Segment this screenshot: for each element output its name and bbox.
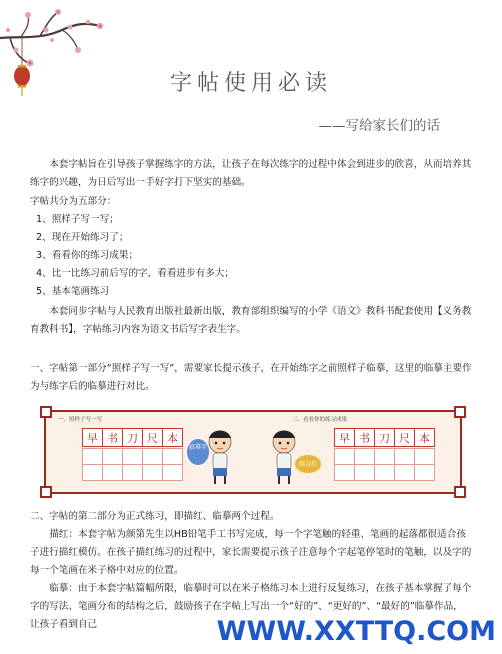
tracing-paragraph: 描红：本套字帖为颜第先生以HB铅笔手工书写完成，每一个字笔触的轻重、笔画的起落都很适合孩子进行描红模仿。在孩子描红练习的过程中，家长需要提示孩子注意每个字起笔停笔时的笔触，以及字的每一个笔画在米子格中对应的位置。 (30, 529, 472, 576)
character-cell: 书 (354, 428, 375, 447)
panel-corner (40, 406, 52, 418)
list-item: 3、看看你的练习成果； (36, 250, 139, 261)
left-tag: 一、照样子写一写 (58, 417, 103, 423)
watermark-logo: WWW.XXTTQ.COM (216, 616, 496, 647)
list-item: 5、基本笔画练习 (36, 286, 110, 297)
character-cell: 早 (82, 428, 103, 447)
right-tag: 三、看看你的练习成果 (292, 417, 348, 423)
parts-heading: 字帖共分为五部分： (30, 196, 117, 207)
right-guide-row (334, 464, 434, 481)
right-guide-row (334, 448, 434, 465)
right-bubble-text: 练习后 (298, 461, 318, 468)
parts-list (36, 211, 234, 301)
list-item: 2、现在开始练习了； (36, 232, 129, 243)
character-cell: 书 (102, 428, 123, 447)
character-cell: 刀 (122, 428, 143, 447)
panel-corner (454, 486, 466, 498)
left-guide-row (82, 448, 182, 465)
panel-corner (40, 486, 52, 498)
section-two-text: 二、字帖的第二部分为正式练习，即描红、临摹两个过程。 (30, 511, 280, 522)
character-cell: 尺 (142, 428, 163, 447)
sync-note-paragraph: 本套同步字帖与人民教育出版社最新出版，教育部组织编写的小学《语文》教科书配套使用【义务教育教科书】，字帖练习内容为语文书后写字表生字。 (30, 306, 472, 335)
intro-paragraph: 本套字帖旨在引导孩子掌握练字的方法，让孩子在每次练字的过程中体会到进步的欣喜，从而培养其练字的兴趣，为日后写出一手好字打下坚实的基础。 (30, 159, 472, 188)
section-one-text: 一、字帖第一部分“照样子写一写”，需要家长提示孩子，在开始练字之前照样子临摹，这里的临摹主要作为与练字后的临摹进行对比。 (30, 363, 472, 392)
page-title: 字帖使用必读 (169, 71, 332, 96)
character-cell: 早 (334, 428, 355, 447)
list-item: 1、照样子写一写； (36, 214, 119, 225)
character-cell: 刀 (374, 428, 395, 447)
character-cell: 本 (162, 428, 183, 447)
right-character-grid (334, 428, 434, 447)
page-subtitle: ——写给家长们的话 (318, 118, 440, 134)
left-guide-row (82, 464, 182, 481)
list-item: 4、比一比练习前后写的字，看看进步有多大； (36, 268, 234, 279)
boy-cartoon-left (186, 424, 236, 486)
left-bubble-text: 临摹字 (188, 444, 208, 451)
boy-cartoon-right (270, 424, 322, 486)
character-cell: 本 (414, 428, 435, 447)
panel-corner (454, 406, 466, 418)
copying-paragraph: 临摹：由于本套字帖篇幅所限，临摹时可以在米子格练习本上进行反复练习，在孩子基本掌握了每个字的写法、笔画分布的结构之后，鼓励孩子在字帖上写出一个“好的”、“更好的”、“最好的”临摹作品，让孩子看到自己 (30, 583, 472, 630)
left-character-grid (82, 428, 182, 447)
character-cell: 尺 (394, 428, 415, 447)
practice-illustration (44, 410, 462, 494)
